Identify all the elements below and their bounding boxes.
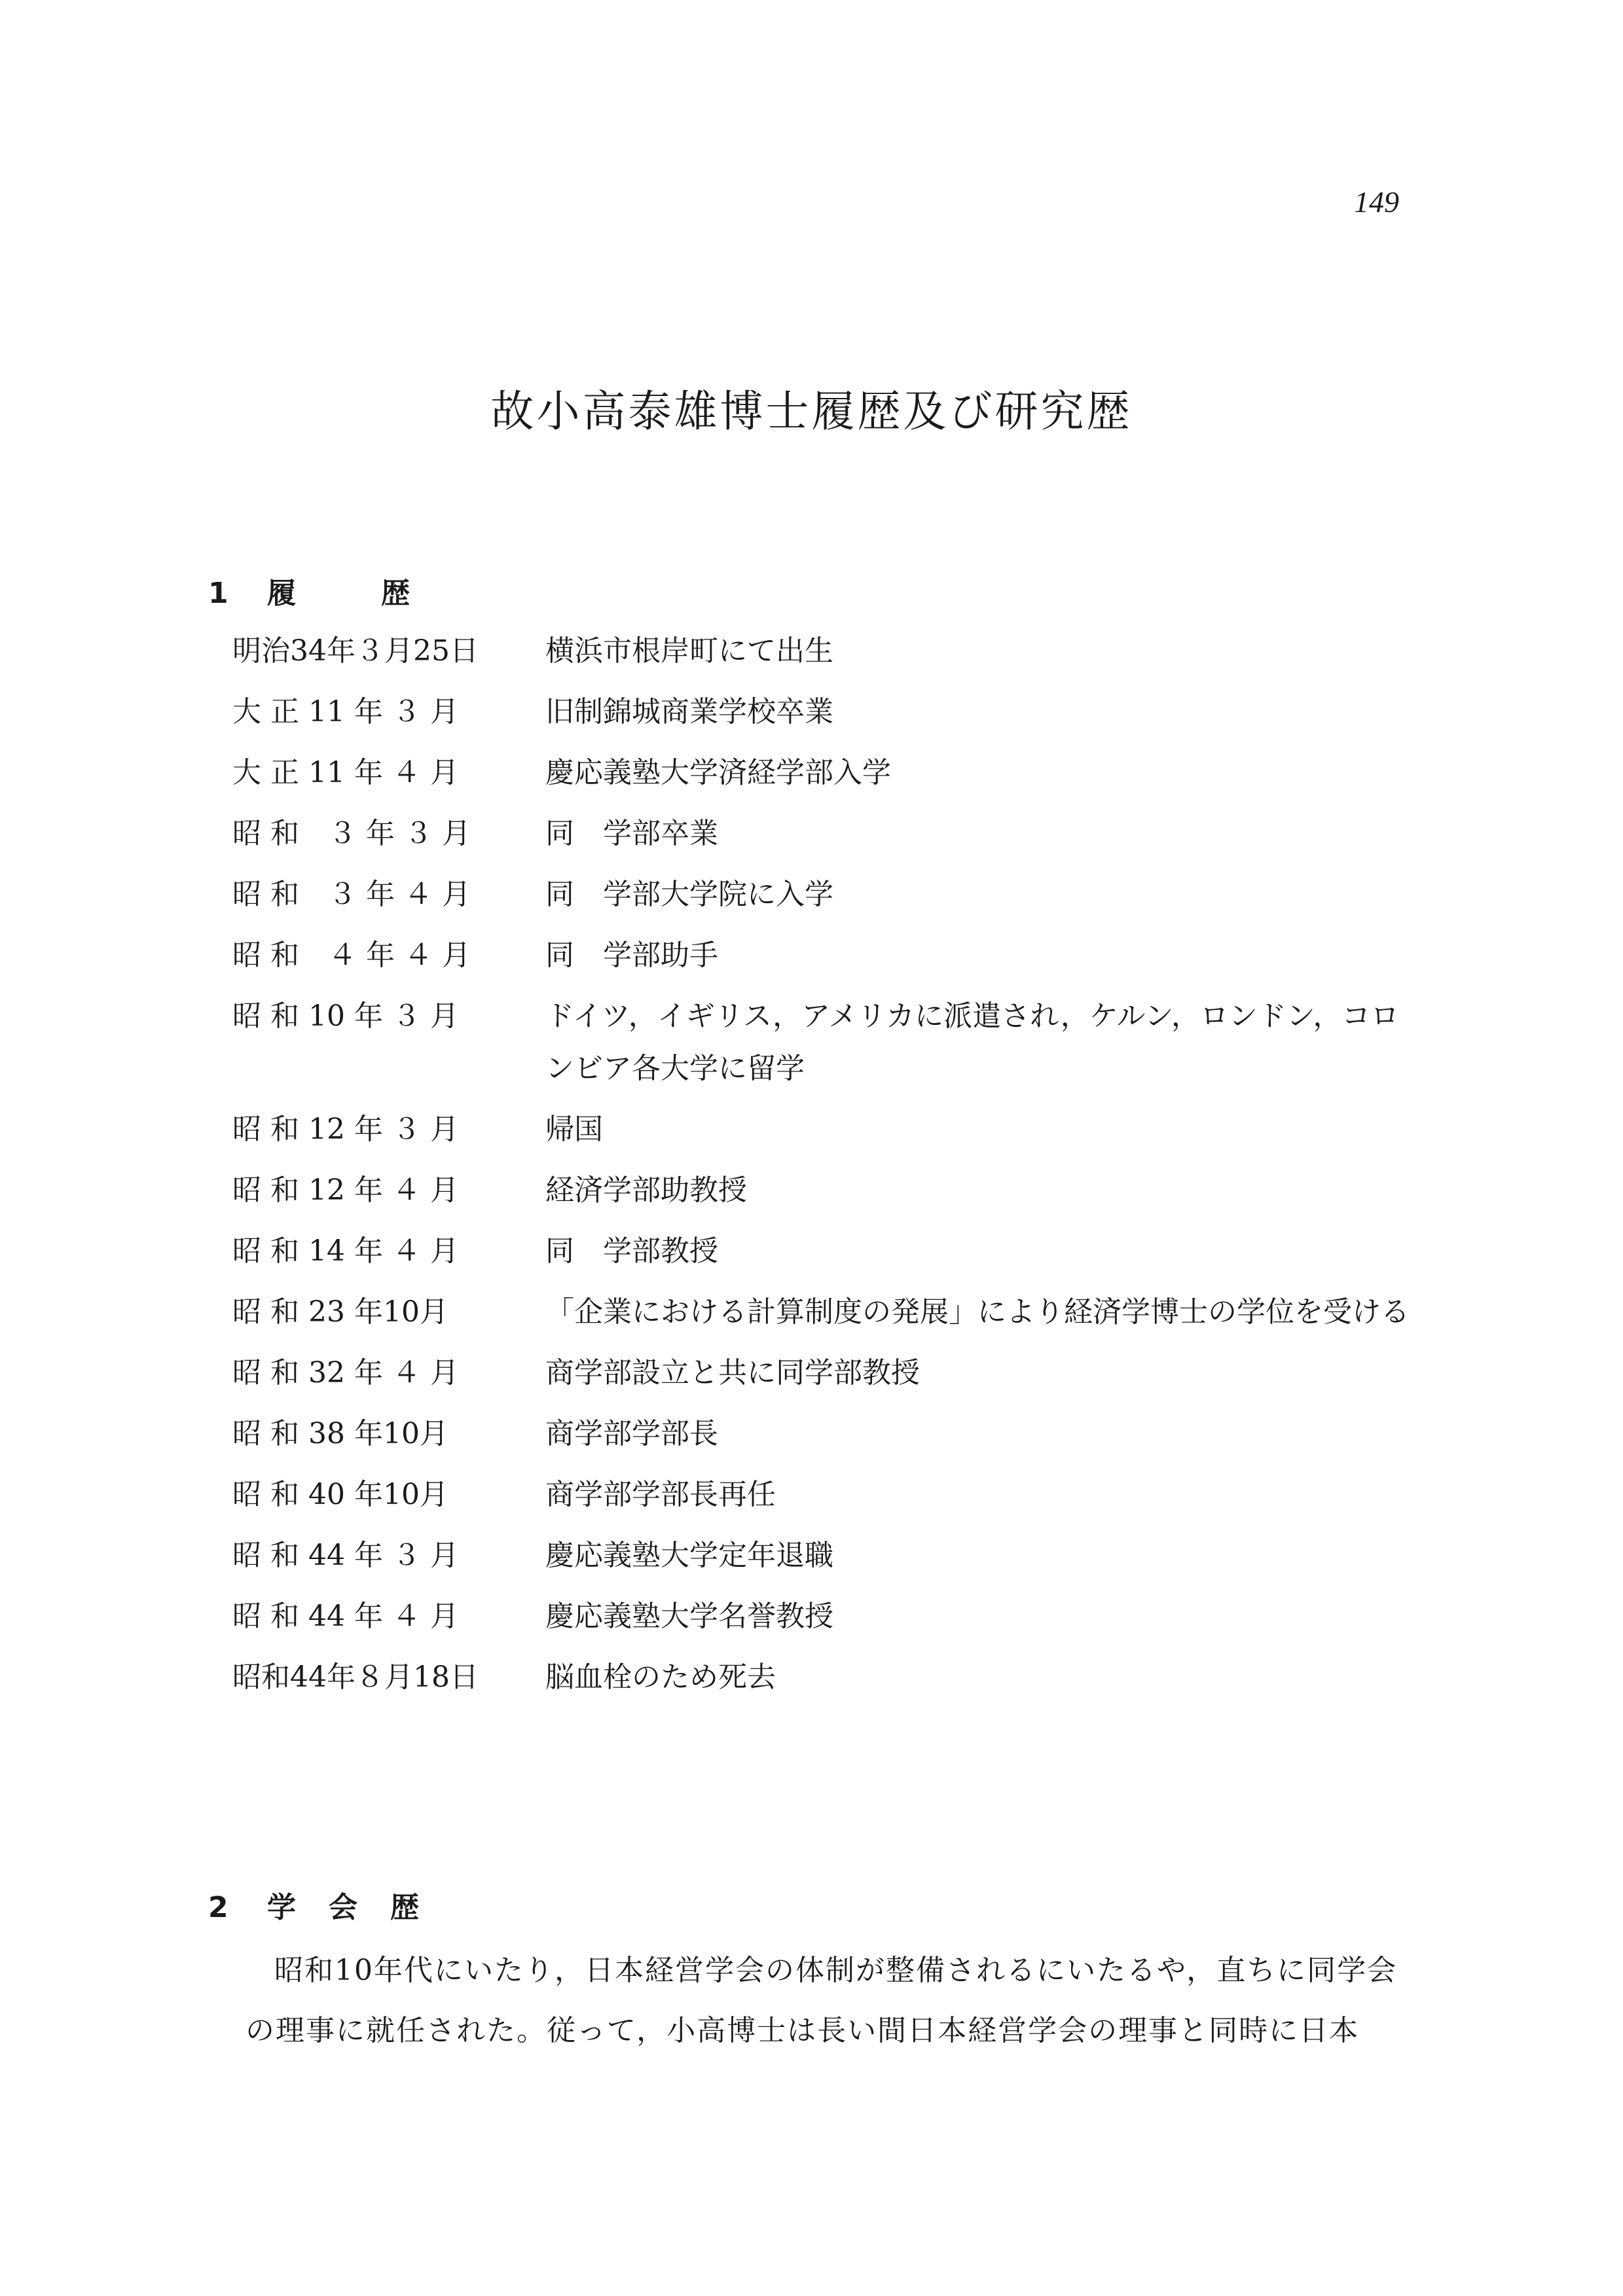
history-row [232, 1530, 1424, 1582]
history-event: 脳血栓のため死去 [545, 1660, 776, 1694]
history-event: 商学部学部長再任 [545, 1478, 776, 1511]
history-event: 同 学部大学院に入学 [545, 878, 833, 911]
history-event: 旧制錦城商業学校卒業 [545, 695, 833, 728]
page-title: 故小高泰雄博士履歴及び研究歴 [490, 386, 1133, 437]
history-date: 明治34年３月25日 [232, 634, 479, 668]
history-row [232, 1347, 1424, 1399]
history-date: 大 正 11 年 ４ 月 [232, 756, 459, 789]
history-event: 商学部設立と共に同学部教授 [545, 1356, 920, 1390]
section-1-heading [208, 569, 495, 611]
history-date: 大 正 11 年 ３ 月 [232, 695, 459, 728]
history-event: 同 学部教授 [545, 1234, 718, 1268]
history-date: 昭和44年８月18日 [232, 1660, 479, 1694]
history-event: 商学部学部長 [545, 1417, 718, 1450]
section-1-title: 履歴 [267, 577, 495, 610]
history-event: 慶応義塾大学済経学部入学 [545, 756, 891, 789]
history-event: 慶応義塾大学定年退職 [545, 1539, 833, 1572]
history-row [232, 625, 1424, 677]
history-row [232, 1164, 1424, 1217]
history-row [232, 1103, 1424, 1156]
history-event: 同 学部卒業 [545, 817, 718, 850]
history-row [232, 1590, 1424, 1643]
section-2-number: 2 [208, 1891, 228, 1924]
section-1-number: 1 [208, 577, 228, 610]
history-row [232, 990, 1424, 1095]
history-row [232, 1651, 1424, 1704]
history-date: 昭 和 44 年 ４ 月 [232, 1600, 459, 1633]
history-date: 昭 和 12 年 ４ 月 [232, 1174, 459, 1207]
history-event: ドイツ，イギリス，アメリカに派遣され，ケルン，ロンドン，コロンビア各大学に留学 [545, 999, 1400, 1085]
history-row [232, 686, 1424, 738]
section-2-heading [208, 1884, 452, 1926]
history-date: 昭 和 32 年 ４ 月 [232, 1356, 459, 1390]
history-event: 経済学部助教授 [545, 1174, 747, 1207]
history-date: 昭 和 ３ 年 ３ 月 [232, 817, 471, 850]
history-row [232, 1408, 1424, 1460]
history-date: 昭 和 ４ 年 ４ 月 [232, 939, 471, 972]
history-list [232, 625, 1424, 1712]
history-row [232, 1469, 1424, 1521]
history-date: 昭 和 10 年 ３ 月 [232, 999, 459, 1033]
history-date: 昭 和 12 年 ３ 月 [232, 1113, 459, 1146]
history-row [232, 1225, 1424, 1278]
history-event: 慶応義塾大学名誉教授 [545, 1600, 833, 1633]
page-number: 149 [1354, 185, 1399, 219]
history-row [232, 808, 1424, 860]
history-date: 昭 和 23 年10月 [232, 1295, 448, 1329]
history-date: 昭 和 ３ 年 ４ 月 [232, 878, 471, 911]
history-date: 昭 和 38 年10月 [232, 1417, 448, 1450]
history-row [232, 929, 1424, 982]
history-event: 帰国 [545, 1113, 603, 1146]
history-date: 昭 和 44 年 ３ 月 [232, 1539, 459, 1572]
section-2-paragraph: 昭和10年代にいたり，日本経営学会の体制が整備されるにいたるや，直ちに同学会の理事に就任された。従って，小高博士は長い間日本経営学会の理事と同時に日本 [246, 1954, 1398, 2047]
history-row [232, 747, 1424, 799]
history-event: 同 学部助手 [545, 939, 718, 972]
history-row [232, 1286, 1424, 1338]
history-date: 昭 和 40 年10月 [232, 1478, 448, 1511]
history-row [232, 869, 1424, 921]
history-event: 横浜市根岸町にて出生 [545, 634, 833, 668]
history-date: 昭 和 14 年 ４ 月 [232, 1234, 459, 1268]
section-2-title: 学会歴 [267, 1891, 452, 1924]
history-event: 「企業における計算制度の発展」により経済学博士の学位を受ける [545, 1295, 1410, 1329]
